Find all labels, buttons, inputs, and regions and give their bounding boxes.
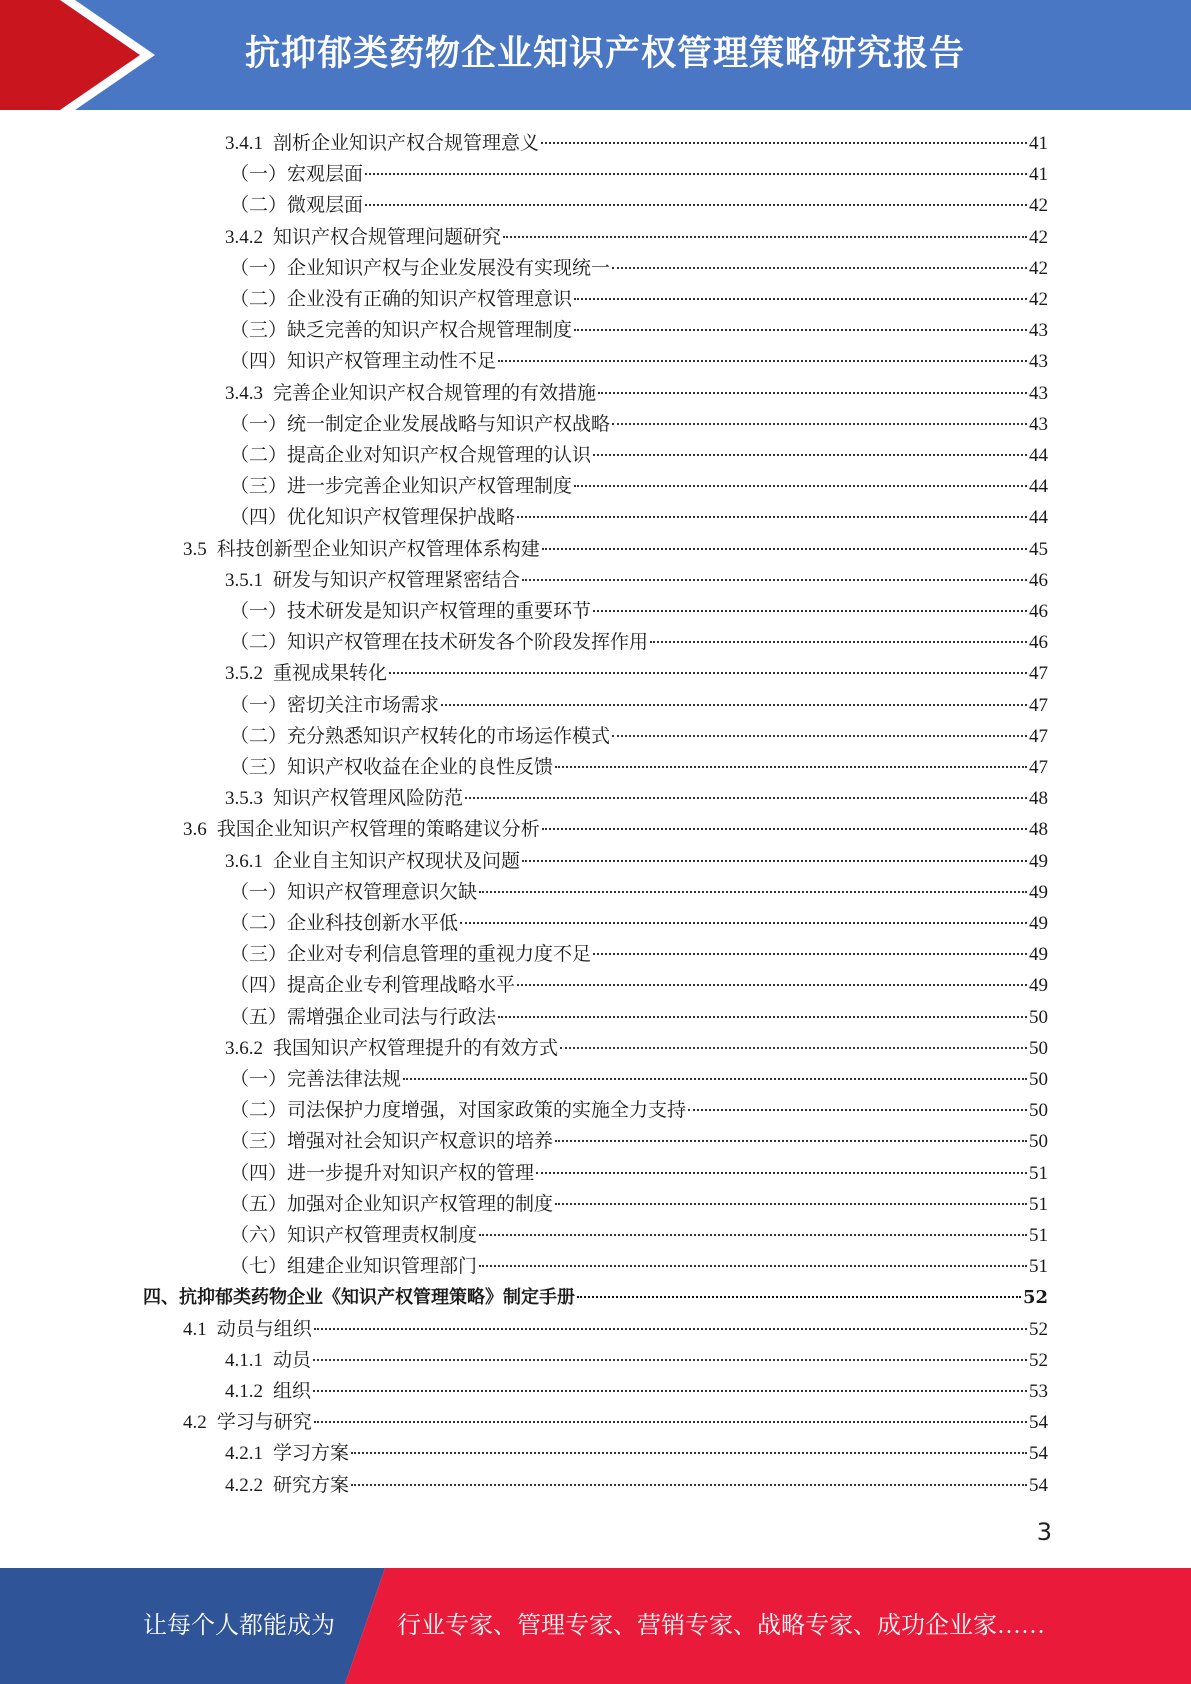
toc-entry-title: （二）知识产权管理在技术研发各个阶段发挥作用 bbox=[230, 632, 649, 654]
toc-dot-leader bbox=[598, 392, 1027, 394]
toc-dot-leader bbox=[542, 828, 1027, 830]
toc-entry-title: 重视成果转化 bbox=[273, 663, 388, 685]
toc-entry-page: 52 bbox=[1029, 1349, 1048, 1371]
footer-banner bbox=[0, 1568, 1191, 1684]
toc-entry-page: 50 bbox=[1029, 1131, 1048, 1153]
toc-entry[interactable] bbox=[230, 752, 1048, 783]
toc-entry[interactable] bbox=[230, 970, 1048, 1001]
toc-entry-page: 46 bbox=[1029, 632, 1048, 654]
toc-entry-title: 完善企业知识产权合规管理的有效措施 bbox=[273, 382, 597, 404]
toc-entry-page: 47 bbox=[1029, 757, 1048, 778]
footer-slogan-right: 行业专家、管理专家、营销专家、战略专家、成功企业家…… bbox=[397, 1613, 1045, 1639]
toc-dot-leader bbox=[522, 579, 1027, 581]
toc-entry-page: 50 bbox=[1029, 1006, 1048, 1028]
toc-dot-leader bbox=[314, 1328, 1027, 1330]
toc-entry-page: 54 bbox=[1029, 1412, 1048, 1434]
toc-entry-title: 科技创新型企业知识产权管理体系构建 bbox=[216, 538, 540, 560]
toc-entry-page: 47 bbox=[1029, 663, 1048, 685]
toc-entry-title: （七）组建企业知识管理部门 bbox=[230, 1256, 478, 1278]
toc-entry-page: 48 bbox=[1029, 819, 1048, 841]
toc-entry[interactable] bbox=[230, 315, 1048, 346]
toc-entry-page: 46 bbox=[1029, 569, 1048, 591]
toc-dot-leader bbox=[612, 423, 1027, 425]
toc-entry[interactable] bbox=[230, 908, 1048, 939]
toc-entry-number: 3.4.1 bbox=[225, 133, 263, 154]
toc-entry[interactable] bbox=[230, 1002, 1048, 1033]
toc-entry-title: （一）完善法律法规 bbox=[230, 1069, 402, 1090]
toc-entry-title: （三）企业对专利信息管理的重视力度不足 bbox=[230, 944, 592, 966]
toc-dot-leader bbox=[555, 1140, 1027, 1142]
toc-entry-number: 4.1.1 bbox=[225, 1349, 263, 1371]
toc-entry-number: 3.4.2 bbox=[225, 226, 263, 248]
toc-entry-page: 42 bbox=[1029, 289, 1048, 310]
toc-entry[interactable] bbox=[230, 1189, 1048, 1220]
toc-entry-page: 49 bbox=[1029, 913, 1048, 934]
toc-entry[interactable] bbox=[230, 346, 1048, 377]
toc-dot-leader bbox=[612, 267, 1027, 269]
toc-entry-title: 企业自主知识产权现状及问题 bbox=[273, 850, 521, 872]
toc-entry[interactable] bbox=[230, 159, 1048, 190]
toc-dot-leader bbox=[574, 329, 1027, 331]
toc-entry[interactable] bbox=[230, 1220, 1048, 1251]
toc-entry-title: （四）进一步提升对知识产权的管理 bbox=[230, 1162, 535, 1184]
toc-entry-title: （二）企业科技创新水平低 bbox=[230, 913, 459, 934]
toc-entry[interactable] bbox=[225, 658, 1048, 689]
toc-entry-title: （四）知识产权管理主动性不足 bbox=[230, 351, 497, 373]
toc-entry-page: 49 bbox=[1029, 881, 1048, 903]
toc-dot-leader bbox=[313, 1359, 1027, 1361]
toc-entry[interactable] bbox=[230, 440, 1048, 471]
toc-entry-page: 44 bbox=[1029, 476, 1048, 498]
toc-entry-title: （一）统一制定企业发展战略与知识产权战略 bbox=[230, 413, 611, 435]
toc-entry-title: （五）加强对企业知识产权管理的制度 bbox=[230, 1193, 554, 1215]
toc-entry[interactable] bbox=[230, 596, 1048, 627]
toc-entry-title: 我国知识产权管理提升的有效方式 bbox=[273, 1037, 559, 1059]
toc-entry-page: 54 bbox=[1029, 1474, 1048, 1496]
toc-entry[interactable] bbox=[143, 1282, 1048, 1313]
toc-dot-leader bbox=[460, 922, 1027, 924]
toc-entry-title: 剖析企业知识产权合规管理意义 bbox=[273, 133, 540, 154]
toc-entry-title: （三）进一步完善企业知识产权管理制度 bbox=[230, 476, 573, 498]
toc-dot-leader bbox=[536, 1172, 1027, 1174]
toc-entry[interactable] bbox=[225, 1033, 1048, 1064]
toc-entry-title: 学习与研究 bbox=[216, 1412, 312, 1434]
toc-entry-title: 动员 bbox=[273, 1349, 312, 1371]
toc-entry[interactable] bbox=[183, 814, 1048, 845]
toc-entry-page: 43 bbox=[1029, 320, 1048, 342]
toc-dot-leader bbox=[365, 204, 1027, 206]
toc-entry-title: （二）充分熟悉知识产权转化的市场运作模式 bbox=[230, 725, 611, 747]
report-title: 抗抑郁类药物企业知识产权管理策略研究报告 bbox=[245, 34, 966, 74]
footer-slogan-left: 让每个人都能成为 bbox=[143, 1613, 335, 1639]
toc-dot-leader bbox=[574, 485, 1027, 487]
toc-entry[interactable] bbox=[230, 1158, 1048, 1189]
toc-entry[interactable] bbox=[230, 409, 1048, 440]
toc-entry-page: 41 bbox=[1029, 133, 1048, 154]
toc-entry-page: 54 bbox=[1029, 1443, 1048, 1465]
toc-entry[interactable] bbox=[230, 253, 1048, 284]
toc-entry-title: （四）优化知识产权管理保护战略 bbox=[230, 507, 516, 529]
toc-entry[interactable] bbox=[225, 128, 1048, 159]
toc-entry[interactable] bbox=[225, 378, 1048, 409]
page-number: 3 bbox=[1036, 1518, 1052, 1546]
toc-entry-number: 4.2 bbox=[183, 1412, 207, 1434]
toc-entry-page: 49 bbox=[1029, 850, 1048, 872]
toc-entry-page: 43 bbox=[1029, 382, 1048, 404]
toc-entry-title: 四、抗抑郁类药物企业《知识产权管理策略》制定手册 bbox=[143, 1287, 575, 1309]
toc-entry[interactable] bbox=[225, 1376, 1048, 1407]
toc-entry-page: 52 bbox=[1029, 1318, 1048, 1340]
toc-entry[interactable] bbox=[230, 1126, 1048, 1157]
toc-dot-leader bbox=[517, 516, 1027, 518]
toc-entry-number: 4.1 bbox=[183, 1318, 207, 1340]
toc-entry-title: （二）微观层面 bbox=[230, 195, 364, 217]
toc-entry-page: 50 bbox=[1029, 1069, 1048, 1090]
toc-entry-number: 3.5.3 bbox=[225, 788, 263, 810]
toc-dot-leader bbox=[593, 953, 1027, 955]
toc-entry-title: （四）提高企业专利管理战略水平 bbox=[230, 975, 516, 997]
toc-entry-title: 动员与组织 bbox=[216, 1318, 312, 1340]
toc-entry-page: 51 bbox=[1029, 1162, 1048, 1184]
toc-dot-leader bbox=[389, 672, 1027, 674]
toc-entry-title: （五）需增强企业司法与行政法 bbox=[230, 1006, 497, 1028]
toc-entry-page: 49 bbox=[1029, 975, 1048, 997]
toc-dot-leader bbox=[522, 860, 1027, 862]
toc-dot-leader bbox=[517, 984, 1027, 986]
toc-dot-leader bbox=[612, 735, 1027, 737]
toc-entry-page: 43 bbox=[1029, 351, 1048, 373]
toc-entry-page: 42 bbox=[1029, 257, 1048, 279]
toc-entry[interactable] bbox=[183, 1407, 1048, 1438]
toc-dot-leader bbox=[313, 1390, 1027, 1392]
toc-entry[interactable] bbox=[225, 565, 1048, 596]
toc-entry-number: 3.5 bbox=[183, 538, 207, 560]
toc-dot-leader bbox=[465, 797, 1027, 799]
toc-entry-number: 3.6 bbox=[183, 819, 207, 841]
toc-entry-page: 44 bbox=[1029, 445, 1048, 466]
toc-entry-page: 41 bbox=[1029, 164, 1048, 186]
toc-entry-title: （一）密切关注市场需求 bbox=[230, 694, 440, 716]
toc-entry-page: 43 bbox=[1029, 413, 1048, 435]
toc-entry[interactable] bbox=[230, 721, 1048, 752]
toc-dot-leader bbox=[542, 548, 1027, 550]
toc-entry-page: 50 bbox=[1029, 1100, 1048, 1122]
toc-dot-leader bbox=[555, 1203, 1027, 1205]
toc-dot-leader bbox=[365, 173, 1027, 175]
toc-entry-title: （一）企业知识产权与企业发展没有实现统一 bbox=[230, 257, 611, 279]
toc-dot-leader bbox=[650, 641, 1027, 643]
toc-dot-leader bbox=[688, 1109, 1027, 1111]
toc-entry[interactable] bbox=[230, 471, 1048, 502]
toc-entry-page: 46 bbox=[1029, 601, 1048, 622]
toc-entry-page: 47 bbox=[1029, 725, 1048, 747]
toc-entry-title: 研发与知识产权管理紧密结合 bbox=[273, 569, 521, 591]
toc-entry-title: 研究方案 bbox=[273, 1474, 350, 1496]
toc-dot-leader bbox=[498, 360, 1027, 362]
toc-entry[interactable] bbox=[230, 690, 1048, 721]
toc-entry-number: 3.4.3 bbox=[225, 382, 263, 404]
toc-entry-title: （二）提高企业对知识产权合规管理的认识 bbox=[230, 445, 592, 466]
toc-dot-leader bbox=[574, 298, 1027, 300]
toc-entry-number: 3.5.1 bbox=[225, 569, 263, 591]
toc-entry[interactable] bbox=[225, 1438, 1048, 1469]
toc-entry-page: 45 bbox=[1029, 538, 1048, 560]
toc-entry-title: 学习方案 bbox=[273, 1443, 350, 1465]
toc-entry[interactable] bbox=[230, 939, 1048, 970]
toc-entry-title: （一）技术研发是知识产权管理的重要环节 bbox=[230, 601, 592, 622]
toc-entry-title: （二）企业没有正确的知识产权管理意识 bbox=[230, 289, 573, 310]
toc-entry[interactable] bbox=[230, 1251, 1048, 1282]
toc-entry-title: 知识产权合规管理问题研究 bbox=[273, 226, 502, 248]
toc-entry[interactable] bbox=[225, 1345, 1048, 1376]
toc-dot-leader bbox=[498, 1016, 1027, 1018]
toc-entry[interactable] bbox=[230, 627, 1048, 658]
toc-entry[interactable] bbox=[183, 534, 1048, 565]
toc-dot-leader bbox=[593, 610, 1027, 612]
toc-entry-title: （三）缺乏完善的知识产权合规管理制度 bbox=[230, 320, 573, 342]
toc-entry-title: （三）增强对社会知识产权意识的培养 bbox=[230, 1131, 554, 1153]
toc-entry-title: 组织 bbox=[273, 1381, 312, 1402]
toc-entry-title: 知识产权管理风险防范 bbox=[273, 788, 464, 810]
toc-entry[interactable] bbox=[183, 1314, 1048, 1345]
toc-entry[interactable] bbox=[230, 877, 1048, 908]
toc-entry-number: 4.2.2 bbox=[225, 1474, 263, 1496]
toc-entry-page: 51 bbox=[1029, 1225, 1048, 1246]
toc-entry-page: 47 bbox=[1029, 694, 1048, 716]
toc-dot-leader bbox=[479, 891, 1027, 893]
toc-entry-title: （三）知识产权收益在企业的良性反馈 bbox=[230, 757, 554, 778]
toc-dot-leader bbox=[479, 1265, 1027, 1267]
toc-entry-number: 4.2.1 bbox=[225, 1443, 263, 1465]
toc-dot-leader bbox=[441, 704, 1027, 706]
toc-entry[interactable] bbox=[225, 846, 1048, 877]
toc-entry[interactable] bbox=[230, 284, 1048, 315]
toc-entry-page: 52 bbox=[1022, 1287, 1048, 1309]
toc-dot-leader bbox=[351, 1452, 1027, 1454]
toc-entry-title: （二）司法保护力度增强，对国家政策的实施全力支持 bbox=[230, 1100, 687, 1122]
toc-dot-leader bbox=[577, 1296, 1021, 1298]
toc-entry-page: 53 bbox=[1029, 1381, 1048, 1402]
toc-entry[interactable] bbox=[225, 783, 1048, 814]
toc-entry-page: 42 bbox=[1029, 195, 1048, 217]
header-banner bbox=[0, 0, 1191, 110]
toc-entry-number: 3.6.2 bbox=[225, 1037, 263, 1059]
toc-entry-page: 50 bbox=[1029, 1037, 1048, 1059]
toc-entry[interactable] bbox=[225, 1470, 1048, 1501]
red-chevron-logo bbox=[0, 0, 160, 110]
toc-entry-page: 49 bbox=[1029, 944, 1048, 966]
toc-entry-number: 3.5.2 bbox=[225, 663, 263, 685]
toc-dot-leader bbox=[351, 1484, 1027, 1486]
toc-entry-page: 44 bbox=[1029, 507, 1048, 529]
toc-dot-leader bbox=[555, 766, 1027, 768]
toc-entry-page: 42 bbox=[1029, 226, 1048, 248]
toc-entry-title: （一）宏观层面 bbox=[230, 164, 364, 186]
toc-entry-title: （六）知识产权管理责权制度 bbox=[230, 1225, 478, 1246]
toc-dot-leader bbox=[503, 236, 1027, 238]
toc-entry-page: 51 bbox=[1029, 1256, 1048, 1278]
toc-entry[interactable] bbox=[230, 1064, 1048, 1095]
toc-entry-page: 51 bbox=[1029, 1193, 1048, 1215]
toc-dot-leader bbox=[403, 1078, 1027, 1080]
toc-entry[interactable] bbox=[225, 222, 1048, 253]
toc-entry[interactable] bbox=[230, 190, 1048, 221]
toc-dot-leader bbox=[560, 1047, 1027, 1049]
toc-entry-number: 3.6.1 bbox=[225, 850, 263, 872]
toc-dot-leader bbox=[541, 142, 1027, 144]
toc-entry-title: 我国企业知识产权管理的策略建议分析 bbox=[216, 819, 540, 841]
toc-entry-page: 48 bbox=[1029, 788, 1048, 810]
toc-dot-leader bbox=[479, 1234, 1027, 1236]
toc-entry[interactable] bbox=[230, 502, 1048, 533]
toc-entry-number: 4.1.2 bbox=[225, 1381, 263, 1402]
toc-dot-leader bbox=[314, 1421, 1027, 1423]
toc-dot-leader bbox=[593, 454, 1027, 456]
toc-entry[interactable] bbox=[230, 1095, 1048, 1126]
toc-entry-title: （一）知识产权管理意识欠缺 bbox=[230, 881, 478, 903]
